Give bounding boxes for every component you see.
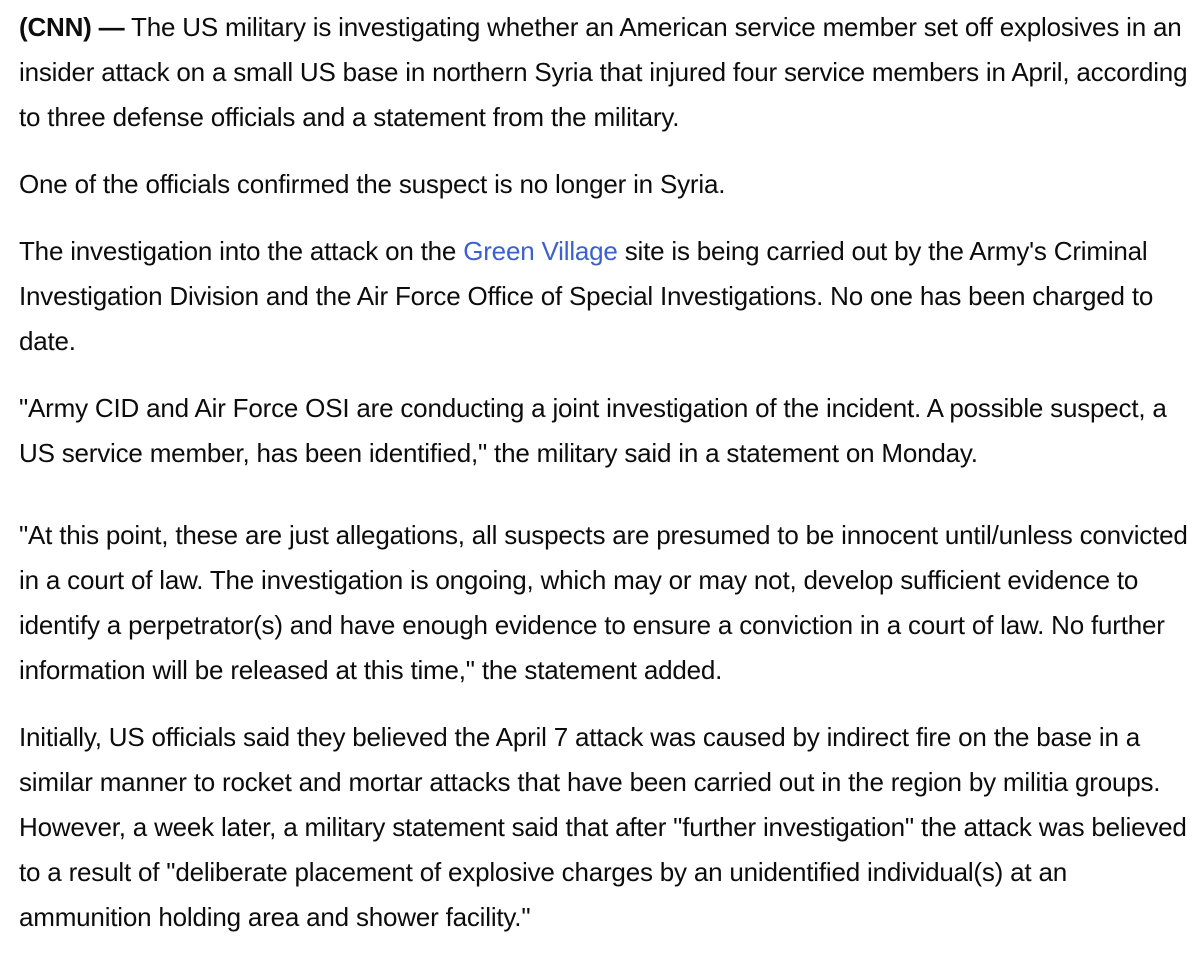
article-paragraph-6: Initially, US officials said they believed the April 7 attack was caused by indirect fire on the base in a similar manner to rocket and mortar attacks that have been carried out in the region by militia groups. However, a week later, a military statement said that after "further investigation" the attack was believed to a result of "deliberate placement of explosive charges by an unidentified individual(s) at an ammunition holding area and shower facility." (19, 722, 1187, 932)
article-paragraph-1 (19, 5, 1191, 140)
article-body (19, 5, 1191, 962)
paragraph-3-text-before-link: The investigation into the attack on the (19, 236, 464, 266)
article-paragraph-2: One of the officials confirmed the suspect is no longer in Syria. (19, 169, 726, 199)
dateline: (CNN) — (19, 12, 125, 42)
paragraph-3-text-after-link: site is being carried out by the Army's Criminal Investigation Division and the Air Force Office of Special Investigations. No one has been charged to date. (19, 236, 1154, 356)
article-paragraph-5: "At this point, these are just allegations, all suspects are presumed to be innocent until/unless convicted in a court of law. The investigation is ongoing, which may or may not, develop sufficient evidence to identify a perpetrator(s) and have enough evidence to ensure a conviction in a court of law. No further information will be released at this time," the statement added. (19, 520, 1188, 685)
article-paragraph-4: "Army CID and Air Force OSI are conducting a joint investigation of the incident. A possible suspect, a US service member, has been identified," the military said in a statement on Monday. (19, 393, 1167, 468)
paragraph-1-text: The US military is investigating whether an American service member set off explosives in an insider attack on a small US base in northern Syria that injured four service members in April, according to three defense officials and a statement from the military. (19, 12, 1188, 132)
article-paragraph-3 (19, 229, 1191, 364)
green-village-link[interactable]: Green Village (463, 236, 618, 266)
